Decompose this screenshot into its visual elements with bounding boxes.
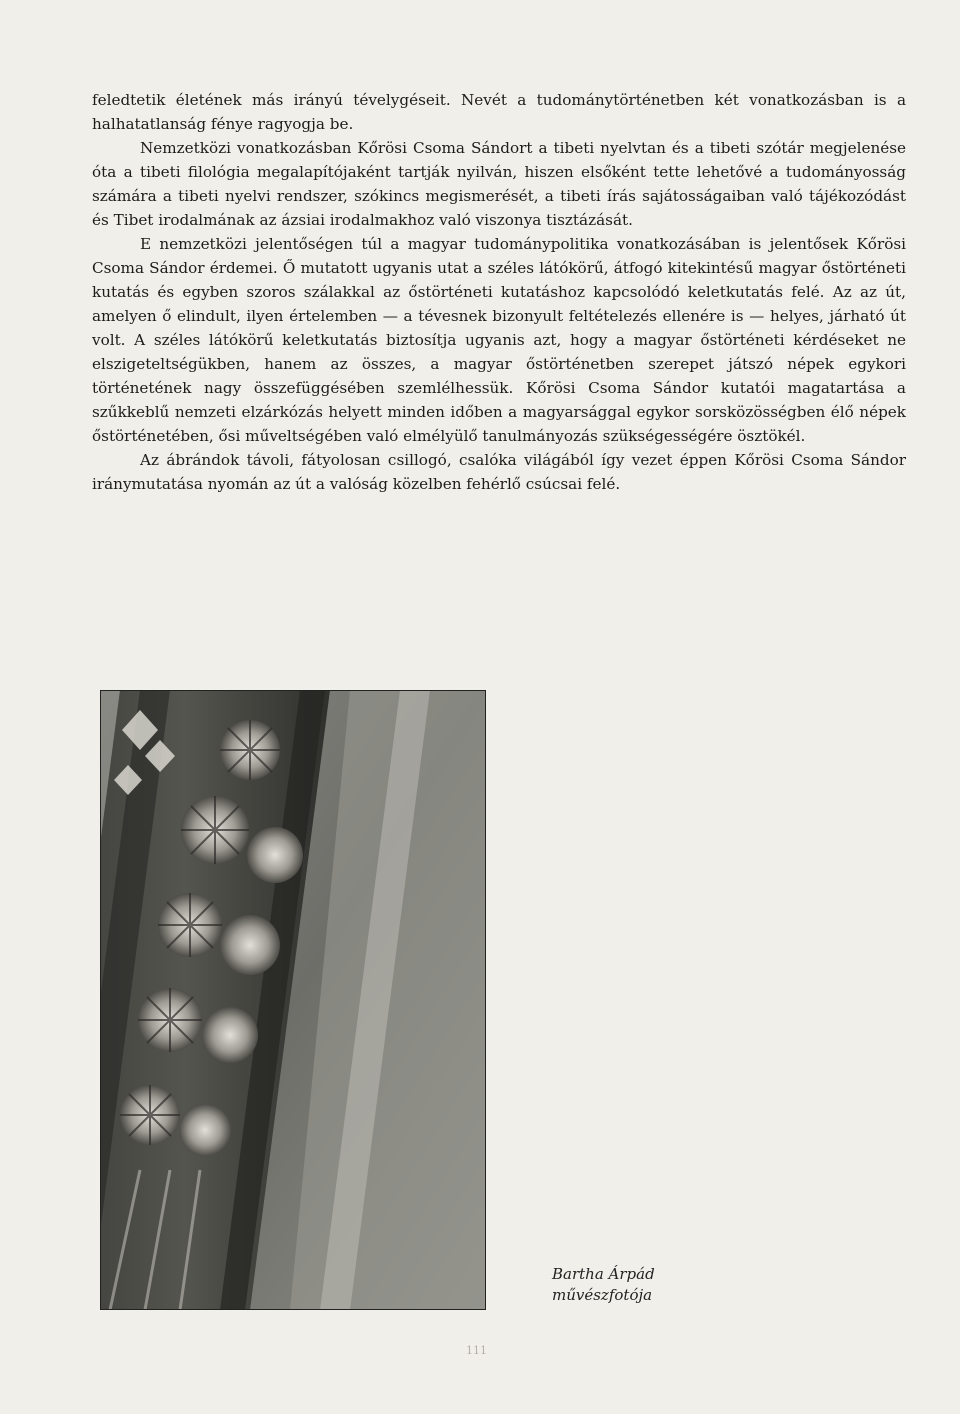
photo-caption [552, 1264, 752, 1306]
body-text [92, 88, 906, 496]
caption-author: Bartha Árpád [552, 1265, 655, 1283]
paragraph: feledtetik életének más irányú tévelygéseit. Nevét a tudománytörténetben két vonatkozásban is a halhatatlanság fénye ragyogja be. [92, 91, 906, 133]
page-number: 111 [466, 1344, 487, 1357]
paragraph: E nemzetközi jelentőségen túl a magyar tudománypolitika vonatkozásában is jelentősek Kőrösi Csoma Sándor érdemei. Ő mutatott ugyanis utat a széles látókörű, átfogó kitekintésű magyar őstörténeti kutatás és egyben szoros szálakkal az őstörténeti kutatáshoz kapcsolódó keletkutatás felé. Az az út, amelyen ő elindult, ilyen értelemben — a tévesnek bizonyult feltételezés ellenére is — helyes, járható út volt. A széles látókörű keletkutatás biztosítja ugyanis azt, hogy a magyar őstörténeti kérdéseket ne elszigeteltségükben, hanem az összes, a magyar őstörténetben szerepet játszó népek egykori történetének nagy összefüggésében szemlélhessük. Kőrösi Csoma Sándor kutatói magatartása a szűkkeblű nemzeti elzárkózás helyett minden időben a magyarsággal egykor sorsközösségben élő népek őstörténetében, ősi műveltségében való elmélyülő tanulmányozás szükségességére ösztökél. [92, 235, 906, 445]
paragraph: Nemzetközi vonatkozásban Kőrösi Csoma Sándort a tibeti nyelvtan és a tibeti szótár megjelenése óta a tibeti filológia megalapítójaként tartják nyilván, hiszen elsőként tette lehetővé a tudományosság számára a tibeti nyelvi rendszer, szókincs megismerését, a tibeti írás sajátosságaiban való tájékozódást és Tibet irodalmának az ázsiai irodalmakhoz való viszonya tisztázását. [92, 139, 906, 229]
carved-wood-photo [100, 690, 486, 1310]
caption-note: művészfotója [552, 1286, 653, 1304]
photo-image [100, 690, 486, 1310]
paragraph: Az ábrándok távoli, fátyolosan csillogó, csalóka világából így vezet éppen Kőrösi Csoma Sándor iránymutatása nyomán az út a valóság közelben fehérlő csúcsai felé. [92, 451, 906, 493]
